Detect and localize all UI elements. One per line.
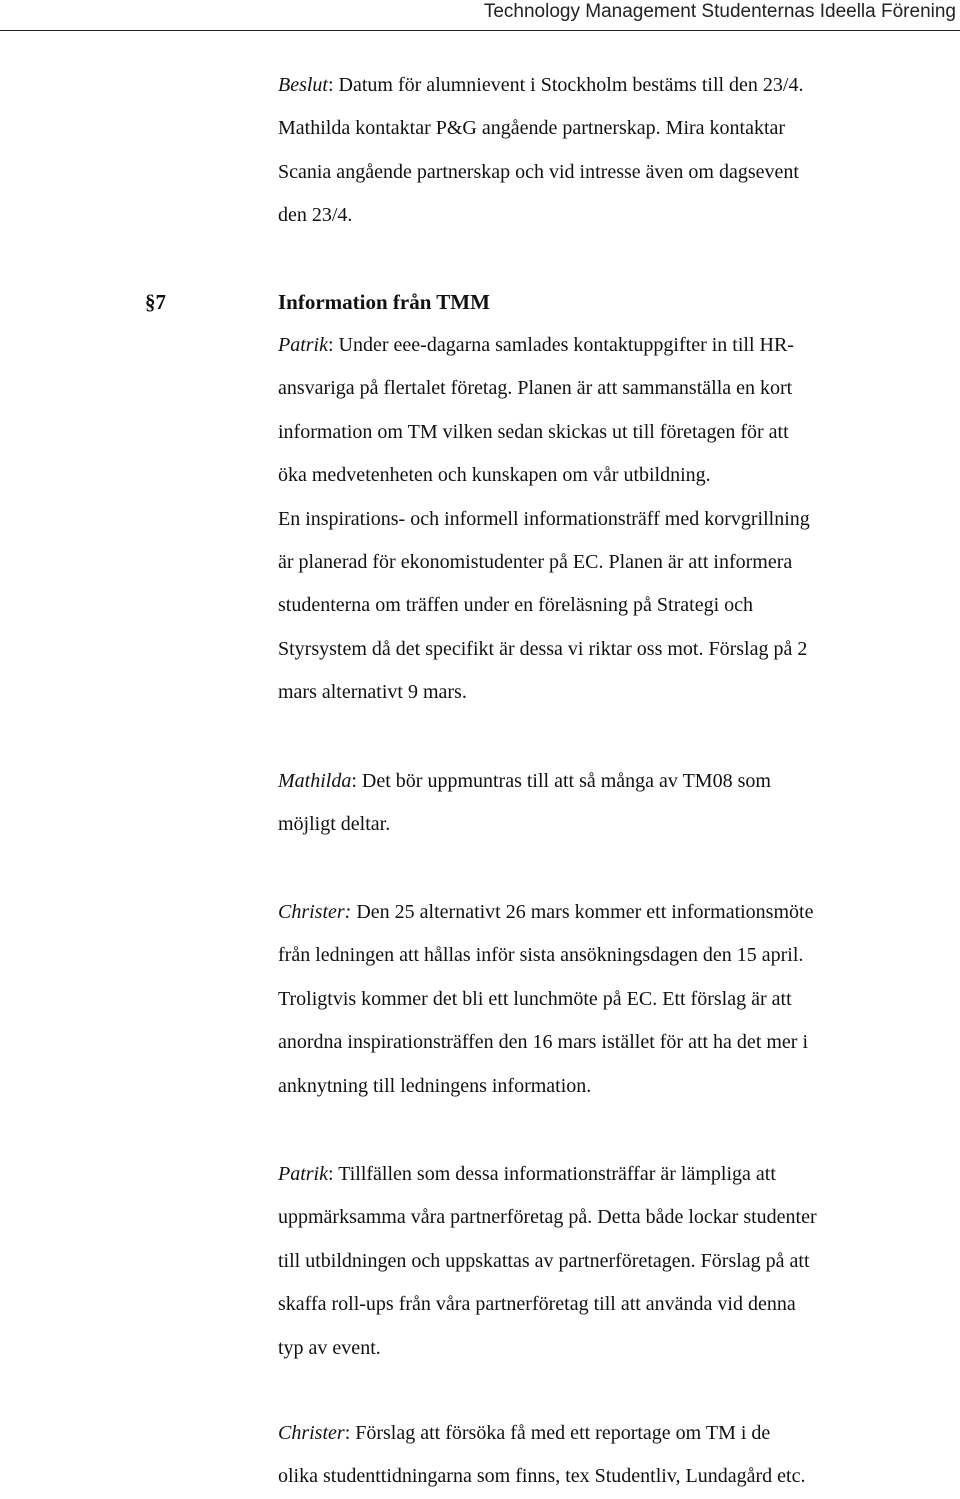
paragraph-line: ansvariga på flertalet företag. Planen är att sammanställa en kort [278,377,793,400]
paragraph-line: Christer: Förslag att försöka få med ett reportage om TM i de [278,1422,771,1444]
paragraph-line: är planerad för ekonomistudenter på EC. Planen är att informera [278,551,793,574]
decision-paragraph [278,64,960,238]
christer-paragraph-2 [278,1412,960,1499]
decision-line: den 23/4. [278,204,353,227]
paragraph-line: Patrik: Under eee-dagarna samlades kontaktuppgifter in till HR- [278,334,794,356]
header-title: Technology Management Studenternas Ideella Förening [483,1,956,22]
patrik-paragraph-1 [278,324,960,715]
decision-line: Scania angående partnerskap och vid intresse även om dagsevent [278,160,799,183]
paragraph-line: Mathilda: Det bör uppmuntras till att så många av TM08 som [278,770,771,792]
decision-line: Mathilda kontaktar P&G angående partnerskap. Mira kontaktar [278,117,786,140]
paragraph-line: Styrsystem då det specifikt är dessa vi riktar oss mot. Förslag på 2 [278,637,808,660]
speaker-name: Patrik [278,1163,328,1185]
decision-label: Beslut [278,74,328,96]
paragraph-line: skaffa roll-ups från våra partnerföretag till att använda vid denna [278,1293,796,1316]
speaker-name: Christer [278,1422,345,1444]
section-title: Information från TMM [278,290,490,314]
speaker-name: Patrik [278,334,328,356]
paragraph-line: Patrik: Tillfällen som dessa informationsträffar är lämpliga att [278,1163,776,1185]
paragraph-line: uppmärksamma våra partnerföretag på. Detta både lockar studenter [278,1206,817,1229]
paragraph-line: Christer: Den 25 alternativt 26 mars kommer ett informationsmöte [278,901,814,923]
paragraph-line: anordna inspirationsträffen den 16 mars istället för att ha det mer i [278,1031,809,1054]
paragraph-line: möjligt deltar. [278,813,391,836]
paragraph-line: anknytning till ledningens information. [278,1074,592,1097]
paragraph-line: olika studenttidningarna som finns, tex Studentliv, Lundagård etc. [278,1465,806,1488]
paragraph-line: studenterna om träffen under en föreläsning på Strategi och [278,594,754,617]
decision-line: Beslut: Datum för alumnievent i Stockholm bestäms till den 23/4. [278,74,804,96]
paragraph-line: En inspirations- och informell informationsträff med korvgrillning [278,507,810,530]
section-number: §7 [145,290,166,314]
paragraph-line: typ av event. [278,1336,381,1359]
speaker-name: Christer: [278,901,352,923]
paragraph-line: till utbildningen och uppskattas av partnerföretagen. Förslag på att [278,1249,810,1272]
page-header [0,0,960,31]
christer-paragraph-1 [278,891,960,1108]
speaker-name: Mathilda [278,770,352,792]
patrik-paragraph-2 [278,1153,960,1370]
mathilda-paragraph [278,760,960,847]
paragraph-line: Troligtvis kommer det bli ett lunchmöte på EC. Ett förslag är att [278,987,792,1010]
paragraph-line: öka medvetenheten och kunskapen om vår utbildning. [278,464,711,487]
paragraph-line: mars alternativt 9 mars. [278,681,467,704]
paragraph-line: information om TM vilken sedan skickas ut till företagen för att [278,420,789,443]
paragraph-line: från ledningen att hållas inför sista ansökningsdagen den 15 april. [278,944,804,967]
